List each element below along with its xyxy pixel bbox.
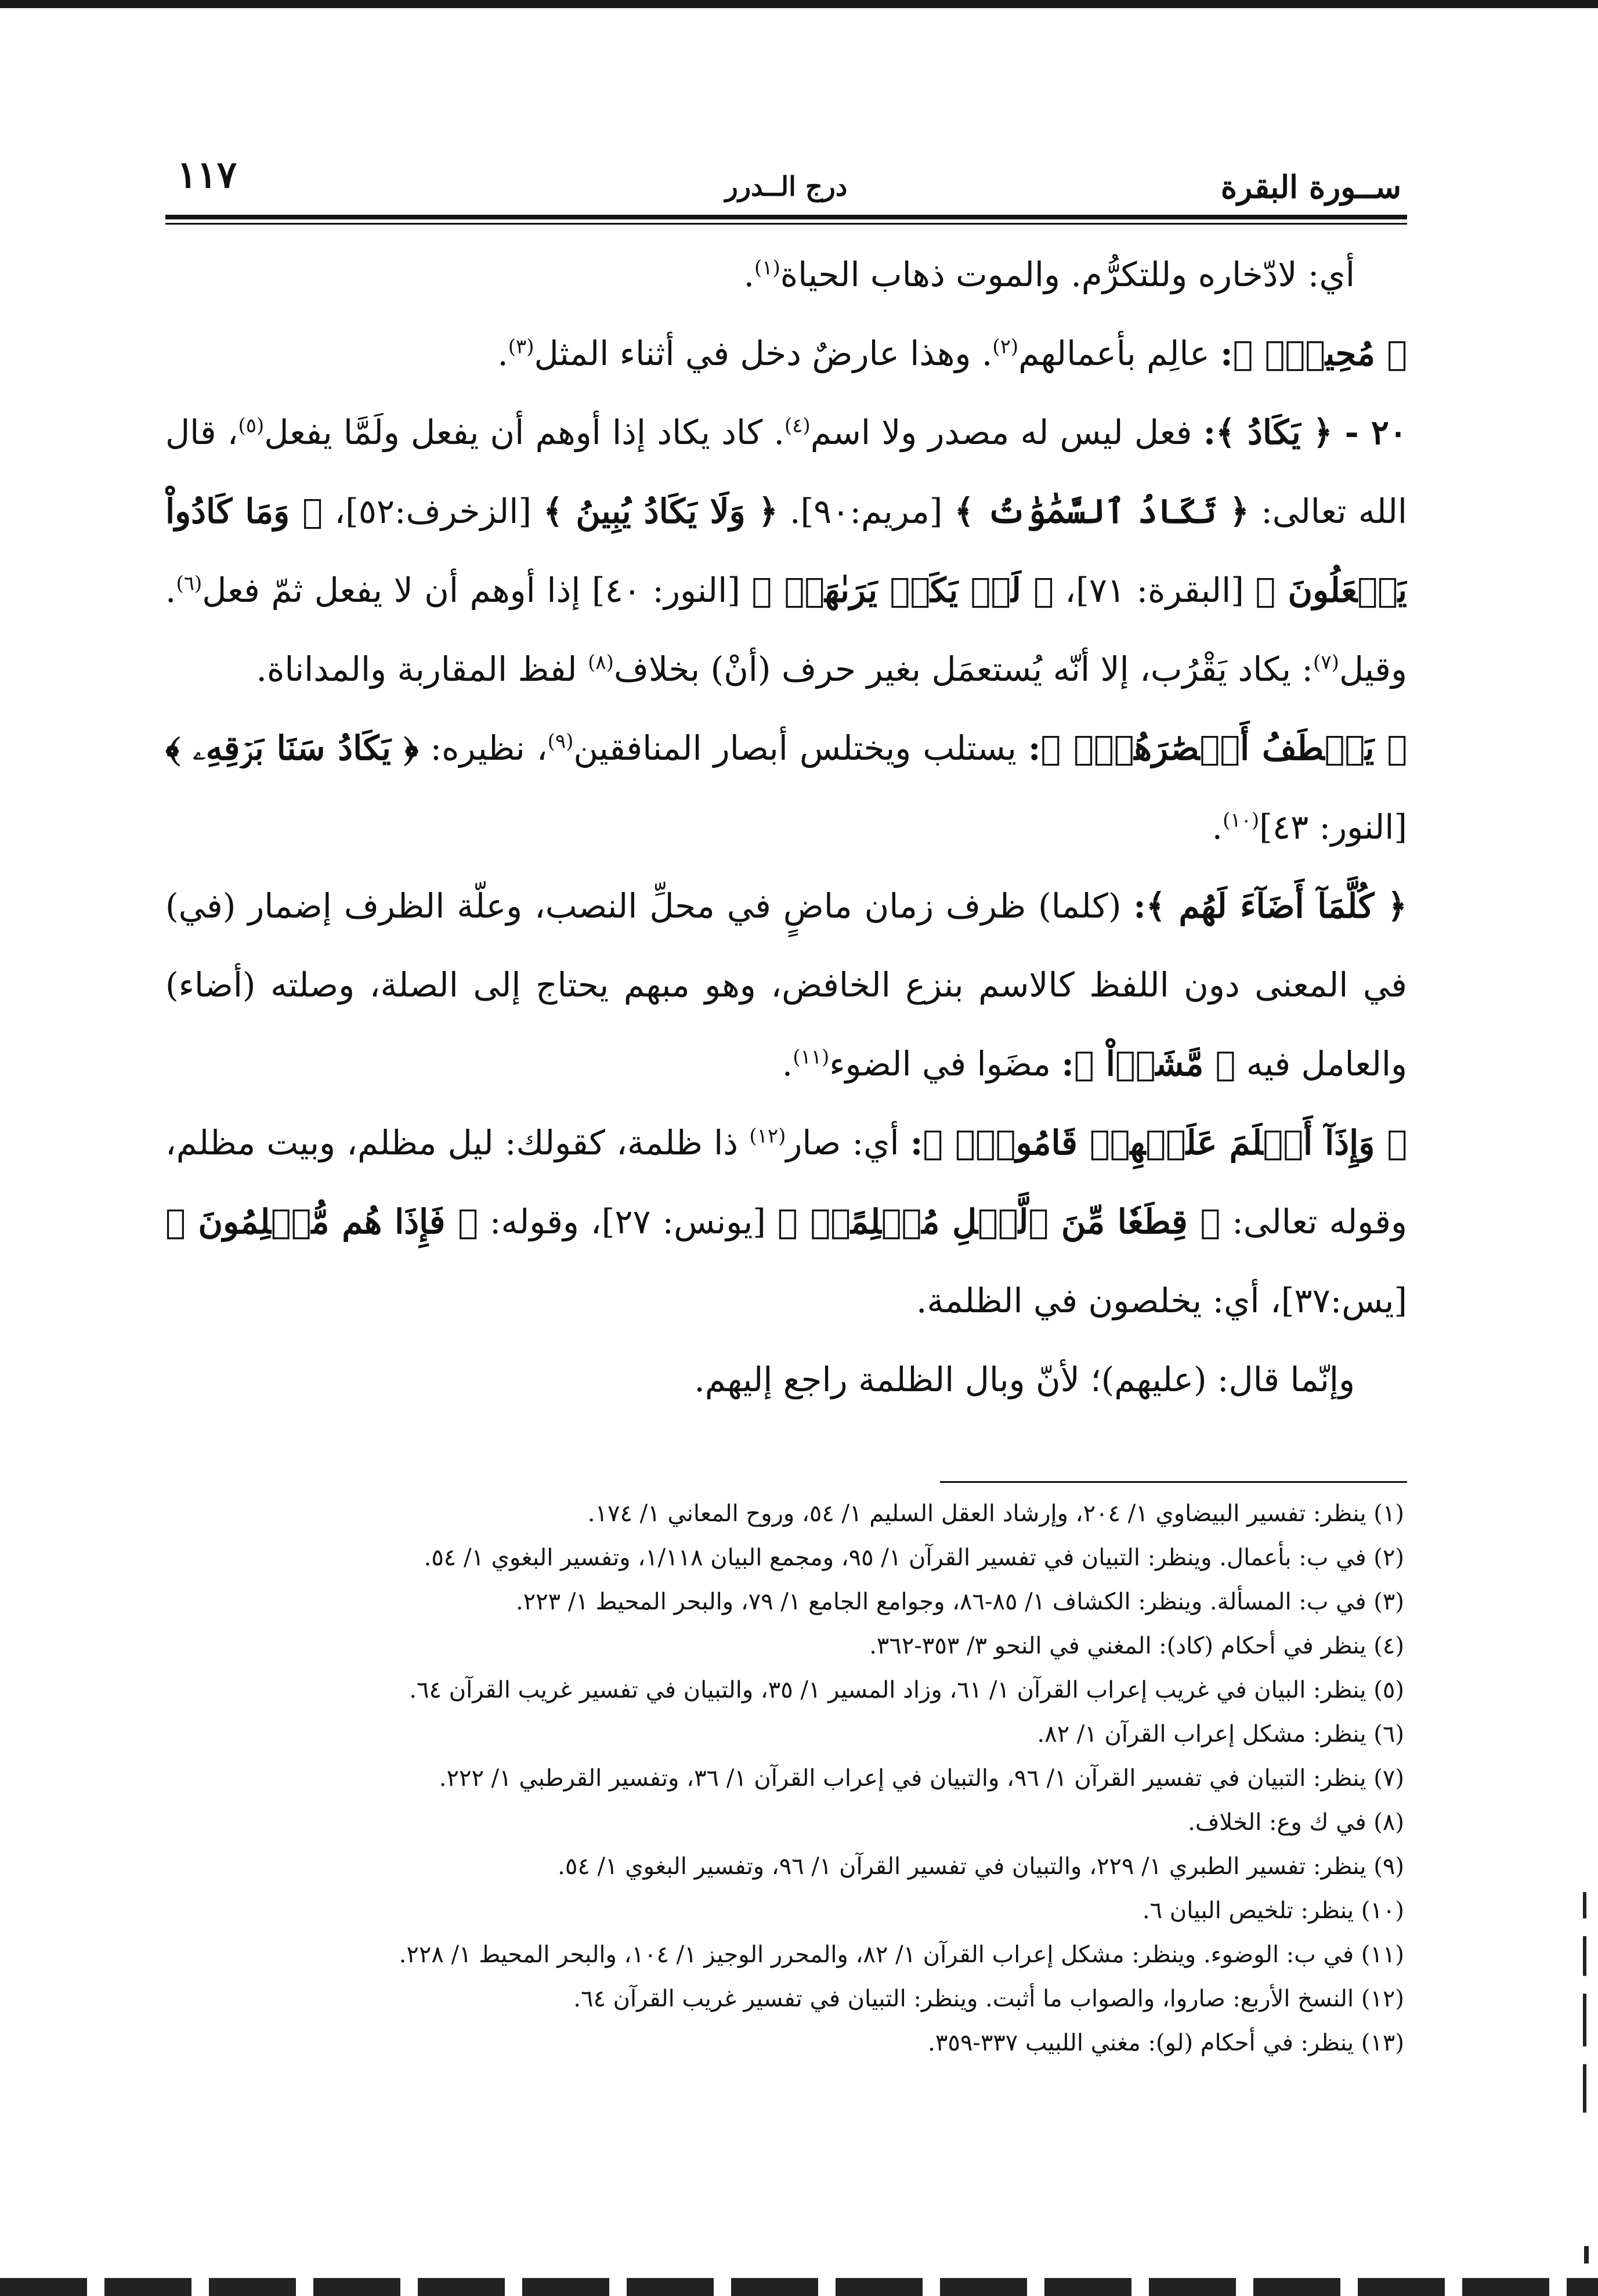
quran-term: ﴿ وَإِذَآ أَظۡلَمَ عَلَيۡهِمۡ قَامُواْۚ ﴾: bbox=[910, 1123, 1407, 1163]
footnote-ref: (٦) bbox=[176, 572, 203, 595]
header-rule-thin bbox=[165, 223, 1407, 225]
footnote-ref: (٤) bbox=[784, 414, 811, 438]
quran-quote: ﴿ يَكَادُ سَنَا بَرۡقِهِۦ ﴾ bbox=[165, 728, 419, 768]
footnote-3: (٣) في ب: المسألة. وينظر: الكشاف ١/ ٨٥-٨٦، وجوامع الجامع ١/ ٧٩، والبحر المحيط ١/ ٢٢٣. bbox=[515, 1589, 1404, 1615]
quran-quote: ﴿ قِطَعٗا مِّنَ ٱلَّيۡلِ مُظۡلِمًاۚ ﴾ bbox=[777, 1202, 1221, 1241]
paragraph-5: ﴿ كُلَّمَآ أَضَآءَ لَهُم ﴾: (كلما) ظرف زمان ماضٍ في محلِّ النصب، وعلّة الظرف إضمار (في) في المعنى دون اللفظ كالاسم بنزع الخافض، وهو مبهم يحتاج إلى الصلة، وصلته (أضاء) والعامل فيه ﴿ مَّشَوۡاْ ﴾: مضَوا في الضوء$^{(١١)}$. bbox=[165, 886, 1407, 1084]
footnote-6: (٦) ينظر: مشكل إعراب القرآن ١/ ٨٢. bbox=[1037, 1721, 1404, 1748]
scan-bottom-edge bbox=[0, 2278, 1598, 2296]
quran-quote: ﴿ وَمَا كَادُواْ يَفۡعَلُونَ ﴾ bbox=[165, 492, 1407, 610]
quran-quote: ﴿ فَإِذَا هُم مُّظۡلِمُونَ ﴾ bbox=[165, 1202, 478, 1241]
surah-title: ســورة البقرة bbox=[1220, 168, 1401, 205]
quran-quote: ﴿ تَكَادُ ٱلسَّمَٰوَٰتُ ﴾ bbox=[954, 492, 1249, 531]
footnote-9: (٩) ينظر: تفسير الطبري ١/ ٢٢٩، والتبيان في تفسير القرآن ١/ ٩٦، وتفسير البغوي ١/ ٥٤. bbox=[558, 1853, 1404, 1880]
footnote-ref: (٨) bbox=[588, 651, 614, 674]
footnote-ref: (٧) bbox=[1313, 651, 1339, 674]
main-text bbox=[165, 235, 1407, 1413]
footnote-8: (٨) في ك وع: الخلاف. bbox=[1188, 1809, 1404, 1836]
footnote-2: (٢) في ب: بأعمال. وينظر: التبيان في تفسير القرآن ١/ ٩٥، ومجمع البيان ١/١١٨، وتفسير البغوي ١/ ٥٤. bbox=[424, 1544, 1404, 1571]
footnote-11: (١١) في ب: الوضوء. وينظر: مشكل إعراب القرآن ١/ ٨٢، والمحرر الوجيز ١/ ١٠٤، والبحر المحيط ١/ ٢٢٨. bbox=[399, 1941, 1404, 1968]
quran-quote: ﴿ مَّشَوۡاْ ﴾: bbox=[1061, 1044, 1236, 1084]
paragraph-3: ٢٠ - ﴿ يَكَادُ ﴾: فعل ليس له مصدر ولا اسم$^{(٤)}$. كاد يكاد إذا أوهم أن يفعل ولَمَّا يفعل$^{(٥)}$، قال الله تعالى: ﴿ تَكَادُ ٱلسَّمَٰوَٰتُ ﴾ [مريم:٩٠]. ﴿ وَلَا يَكَادُ يُبِينُ ﴾ [الزخرف:٥٢]، ﴿ وَمَا كَادُواْ يَفۡعَلُونَ ﴾ [البقرة: ٧١]، ﴿ لَمۡ يَكَدۡ يَرَىٰهَاۗ ﴾ [النور: ٤٠] إذا أوهم أن لا يفعل ثمّ فعل$^{(٦)}$. وقيل$^{(٧)}$: يكاد يَقْرُب، إلا أنّه يُستعمَل بغير حرف (أنْ) بخلاف$^{(٨)}$ لفظ المقاربة والمداناة. bbox=[165, 413, 1407, 689]
book-title: درج الــدرر bbox=[725, 171, 848, 202]
scan-margin-mark bbox=[1584, 2246, 1589, 2263]
footnote-ref: (٥) bbox=[238, 414, 265, 438]
footnote-10: (١٠) ينظر: تلخيص البيان ٦. bbox=[1142, 1897, 1404, 1924]
footnote-ref: (٢) bbox=[992, 335, 1019, 359]
quran-quote: ﴿ لَمۡ يَكَدۡ يَرَىٰهَاۗ ﴾ bbox=[751, 571, 1054, 610]
footnote-ref: (٩) bbox=[547, 730, 574, 753]
footnote-ref: (٣) bbox=[508, 335, 534, 359]
quran-term: ﴿ مُحِيطٌۢ ﴾: bbox=[1220, 334, 1407, 373]
page-number: ١١٧ bbox=[177, 153, 237, 197]
footnote-5: (٥) ينظر: البيان في غريب إعراب القرآن ١/ ٦١، وزاد المسير ١/ ٣٥، والتبيان في تفسير غريب القرآن ٦٤. bbox=[409, 1677, 1404, 1703]
footnote-ref: (١٠) bbox=[1223, 808, 1260, 832]
paragraph-2: ﴿ مُحِيطٌۢ ﴾: عالِم بأعمالهم$^{(٢)}$. وهذا عارضٌ دخل في أثناء المثل$^{(٣)}$. bbox=[497, 334, 1407, 373]
paragraph-1: أي: لادّخاره وللتكرُّم. والموت ذهاب الحياة$^{(١)}$. bbox=[743, 255, 1355, 294]
footnote-ref: (١٢) bbox=[749, 1124, 786, 1148]
footnote-separator bbox=[940, 1481, 1407, 1483]
header-rule bbox=[165, 215, 1407, 219]
paragraph-7: وإنّما قال: (عليهم)؛ لأنّ وبال الظلمة راجع إليهم. bbox=[694, 1360, 1355, 1399]
scan-margin-mark bbox=[1583, 1892, 1586, 2113]
footnote-ref: (١) bbox=[754, 256, 780, 280]
quran-quote: ﴿ وَلَا يَكَادُ يُبِينُ ﴾ bbox=[543, 492, 778, 531]
paragraph-4: ﴿ يَخۡطَفُ أَبۡصَٰرَهُمۡۖ ﴾: يستلب ويختلس أبصار المنافقين$^{(٩)}$، نظيره: ﴿ يَكَادُ سَنَا بَرۡقِهِۦ ﴾ [النور: ٤٣]$^{(١٠)}$. bbox=[165, 728, 1407, 847]
paragraph-6: ﴿ وَإِذَآ أَظۡلَمَ عَلَيۡهِمۡ قَامُواْۚ ﴾: أي: صار$^{(١٢)}$ ذا ظلمة، كقولك: ليل مظلم، وبيت مظلم، وقوله تعالى: ﴿ قِطَعٗا مِّنَ ٱلَّيۡلِ مُظۡلِمًاۚ ﴾ [يونس: ٢٧]، وقوله: ﴿ فَإِذَا هُم مُّظۡلِمُونَ ﴾ [يس:٣٧]، أي: يخلصون في الظلمة. bbox=[165, 1123, 1407, 1320]
footnote-13: (١٣) ينظر: في أحكام (لو): مغني اللبيب ٣٣٧-٣٥٩. bbox=[928, 2030, 1404, 2056]
verse-number: ٢٠ - bbox=[1332, 413, 1407, 452]
quran-term: ﴿ يَخۡطَفُ أَبۡصَٰرَهُمۡۖ ﴾: bbox=[1028, 728, 1407, 768]
running-header bbox=[165, 151, 1407, 221]
scan-top-edge bbox=[0, 0, 1598, 8]
footnotes bbox=[244, 1492, 1404, 2176]
quran-term: ﴿ كُلَّمَآ أَضَآءَ لَهُم ﴾: bbox=[1133, 886, 1407, 926]
footnote-ref: (١١) bbox=[793, 1045, 830, 1069]
footnote-1: (١) ينظر: تفسير البيضاوي ١/ ٢٠٤، وإرشاد العقل السليم ١/ ٥٤، وروح المعاني ١/ ١٧٤. bbox=[587, 1500, 1404, 1527]
footnote-4: (٤) ينظر في أحكام (كاد): المغني في النحو ٣/ ٣٥٣-٣٦٢. bbox=[869, 1633, 1404, 1659]
footnote-7: (٧) ينظر: التبيان في تفسير القرآن ١/ ٩٦، والتبيان في إعراب القرآن ١/ ٣٦، وتفسير القرطبي ١/ ٢٢٢. bbox=[439, 1765, 1404, 1792]
footnote-12: (١٢) النسخ الأربع: صاروا، والصواب ما أثبت. وينظر: التبيان في تفسير غريب القرآن ٦٤. bbox=[573, 1985, 1404, 2012]
quran-term: ﴿ يَكَادُ ﴾: bbox=[1203, 413, 1333, 452]
